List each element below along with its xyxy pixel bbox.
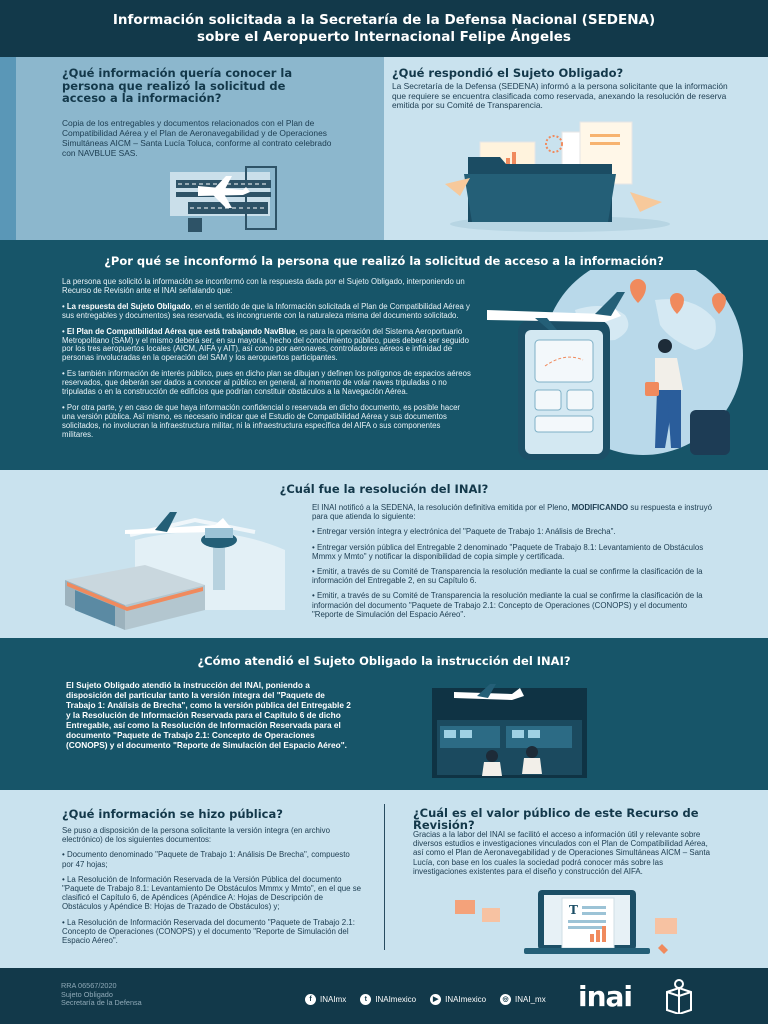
section-resolution [0, 470, 768, 638]
compliance-question: ¿Cómo atendió el Sujeto Obligado la instrucción del INAI? [197, 654, 571, 668]
complaint-bullet-3: • Es también información de interés público, pues en dicho plan se dibujan y definen los polígonos de espacios aéreos reservados, que deberán ser dados a conocer al público en general, al momento de volar naves tripuladas o no tripuladas o en la construcción de edificios que podrían constituir obstáculos a la Navegación Aérea. [62, 369, 471, 397]
resolution-question: ¿Cuál fue la resolución del INAI? [279, 482, 489, 496]
resolution-bullet-1: • Entregar versión íntegra y electrónica del "Paquete de Trabajo 1: Análisis de Brecha". [312, 527, 616, 537]
resolution-bullet-2: • Entregar versión pública del Entregable 2 denominado "Paquete de Trabajo 8.1: Levantamiento de Obstáculos Mmmx y Mmto" y notificar la disponibilidad de copia simple y certificada. [312, 542, 704, 561]
public-value-question: ¿Cuál es el valor público de este Recurso de Revisión? [413, 806, 699, 832]
public-info-body [62, 826, 362, 951]
response-question: ¿Qué respondió el Sujeto Obligado? [392, 66, 624, 80]
airport-runway-illustration [168, 162, 283, 237]
twitter-icon: t [360, 994, 371, 1005]
globe-phone-illustration [485, 270, 765, 460]
section-compliance [0, 638, 768, 790]
section-complaint [0, 240, 768, 470]
public-info-item-3: • La Resolución de Información Reservada del documento "Paquete de Trabajo 2.1: Concepto de Operaciones (CONOPS) y el documento "Reporte de Simulación del Espacio Aéreo". [62, 917, 355, 946]
control-room-illustration [432, 678, 587, 778]
youtube-link[interactable]: ▶ INAImexico [430, 994, 486, 1005]
public-info-question: ¿Qué información se hizo pública? [62, 807, 283, 821]
instagram-link[interactable]: ◎ INAI_mx [500, 994, 546, 1005]
folder-documents-illustration [440, 112, 670, 237]
footer-bar [0, 968, 768, 1024]
case-reference [61, 982, 142, 1008]
request-question: ¿Qué información quería conocer la persona que realizó la solicitud de acceso a la información? [62, 66, 293, 105]
public-info-intro: Se puso a disposición de la persona solicitante la versión íntegra (en archivo electrónico) de los siguientes documentos: [62, 826, 331, 845]
inai-logo: inai [578, 980, 633, 1013]
subject-name: Secretaría de la Defensa [61, 998, 142, 1008]
column-divider [384, 804, 385, 950]
compliance-text: El Sujeto Obligado atendió la instrucción del INAI, poniendo a disposición del particular tanto la versión íntegra del "Paquete de Trabajo 1: Análisis de Brecha", como la versión pública del Entregable 2 y la Resolución de Información Reservada para el Capítulo 6 de dicho Entregable, así como la Resolución de Información Reservada para el documento "Paquete de Trabajo 2.1: Concepto de Operaciones (CONOPS) y el documento "Reporte de Simulación del Espacio Aéreo". [66, 680, 351, 750]
resolution-bullet-3: • Emitir, a través de su Comité de Transparencia la resolución mediante la cual se confirme la clasificación de la información del Entregable 2, en su Capítulo 6. [312, 567, 703, 586]
resolution-intro: El INAI notificó a la SEDENA, la resolución definitiva emitida por el Pleno, MODIFICANDO su respuesta e instruyó para que atienda lo siguiente: [312, 503, 712, 522]
complaint-bullet-1: • La respuesta del Sujeto Obligado, en el sentido de que la Información solicitada el Plan de Compatibilidad Aérea y sus entregables y documentos) sea reservada, es incongruente con la naturaleza misma del documento solicitado. [62, 301, 470, 320]
airport-terminal-illustration [55, 510, 305, 635]
facebook-icon: f [305, 994, 316, 1005]
instagram-icon: ◎ [500, 994, 511, 1005]
response-text: La Secretaría de la Defensa (SEDENA) informó a la persona solicitante que la información que requiere se encuentra clasificada como reservada, anexando la resolución de reserva emitida por su Comité de Transparencia. [392, 81, 728, 111]
public-value-text: Gracias a la labor del INAI se facilitó el acceso a información útil y relevante sobre diversos estudios e investigaciones vinculados con el Plan de Compatibilidad Aérea, así como el Plan de Aeronavegabilidad y de Operaciones Simultáneas AICM – Santa Lucía, con base en los cuales la sociedad podrá conocer más sobre las investigaciones existentes para el diseño y construcción del AIFA. [413, 830, 710, 876]
resolution-body [312, 503, 717, 625]
twitter-link[interactable]: t INAImexico [360, 994, 416, 1005]
public-info-item-2: • La Resolución de Información Reservada de la Versión Pública del documento "Paquete de Trabajo 8.1: Levantamiento De Obstáculos Mmmx y Mmto", en el que se clasificó el Capítulo 6, de Apéndices (Apéndice A: Hojas de Descripción de Obstáculos y Apéndice B: Hojas de Trazado de Obstáculos) y; [62, 874, 362, 912]
social-links [305, 994, 546, 1005]
title-line-2: sobre el Aeropuerto Internacional Felipe Ángeles [197, 28, 571, 45]
title-line-1: Información solicitada a la Secretaría de la Defensa Nacional (SEDENA) [112, 11, 656, 28]
page-title [64, 12, 704, 46]
header-banner [0, 0, 768, 57]
facebook-link[interactable]: f INAImx [305, 994, 346, 1005]
laptop-document-illustration [450, 890, 700, 962]
case-number: RRA 06567/2020 [61, 981, 117, 990]
public-info-item-1: • Documento denominado "Paquete de Trabajo 1: Análisis De Brecha", compuesto por 47 hojas; [62, 850, 350, 869]
subject-label: Sujeto Obligado [61, 989, 113, 999]
complaint-question: ¿Por qué se inconformó la persona que realizó la solicitud de acceso a la información? [104, 254, 664, 268]
document-letter: T [569, 903, 578, 917]
resolution-bullet-4: • Emitir, a través de su Comité de Transparencia la resolución mediante la cual se confirme la clasificación de la información del documento "Paquete de Trabajo 2.1: Concepto de Operaciones (CONOPS) y el documento "Reporte de Simulación del Espacio Aéreo". [312, 591, 703, 619]
section-request [0, 57, 768, 240]
inai-logo-icon [665, 978, 693, 1014]
youtube-icon: ▶ [430, 994, 441, 1005]
complaint-bullet-2: • El Plan de Compatibilidad Aérea que está trabajando NavBlue, es para la operación del Sistema Aeroportuario Metropolitano (SAM) y el mismo deberá ser, en su mayoría, hecho del conocimiento público, pues deberá ser seguido por los tres aeropuertos locales (AICM, AIFA y AIT), así como por aeronaves, controladores aéreos e infinidad de personas involucradas en la operación del SAM y los aeropuertos participantes. [62, 326, 469, 363]
complaint-bullet-4: • Por otra parte, y en caso de que haya información confidencial o reservada en dicho documento, es posible hacer una versión pública. Así mismo, es necesario indicar que el Estudio de Compatibilidad Aérea y sus documentos solicitados, no involucran la infraestructura militar, ni la infraestructura específica del AIFA o sus componentes militares. [62, 402, 461, 439]
complaint-intro: La persona que solicitó la información se inconformó con la respuesta dada por el Sujeto Obligado, interponiendo un Recurso de Revisión ante el INAI señalando que: [62, 277, 465, 295]
complaint-body [62, 278, 472, 447]
section-public-info [0, 790, 768, 968]
request-text: Copia de los entregables y documentos relacionados con el Plan de Compatibilidad Aérea y el Plan de Aeronavegabilidad y de Operaciones Simultáneas AICM – Santa Lucía Toluca, conforme al contrato celebrado con NAVBLUE SAS. [62, 118, 332, 158]
